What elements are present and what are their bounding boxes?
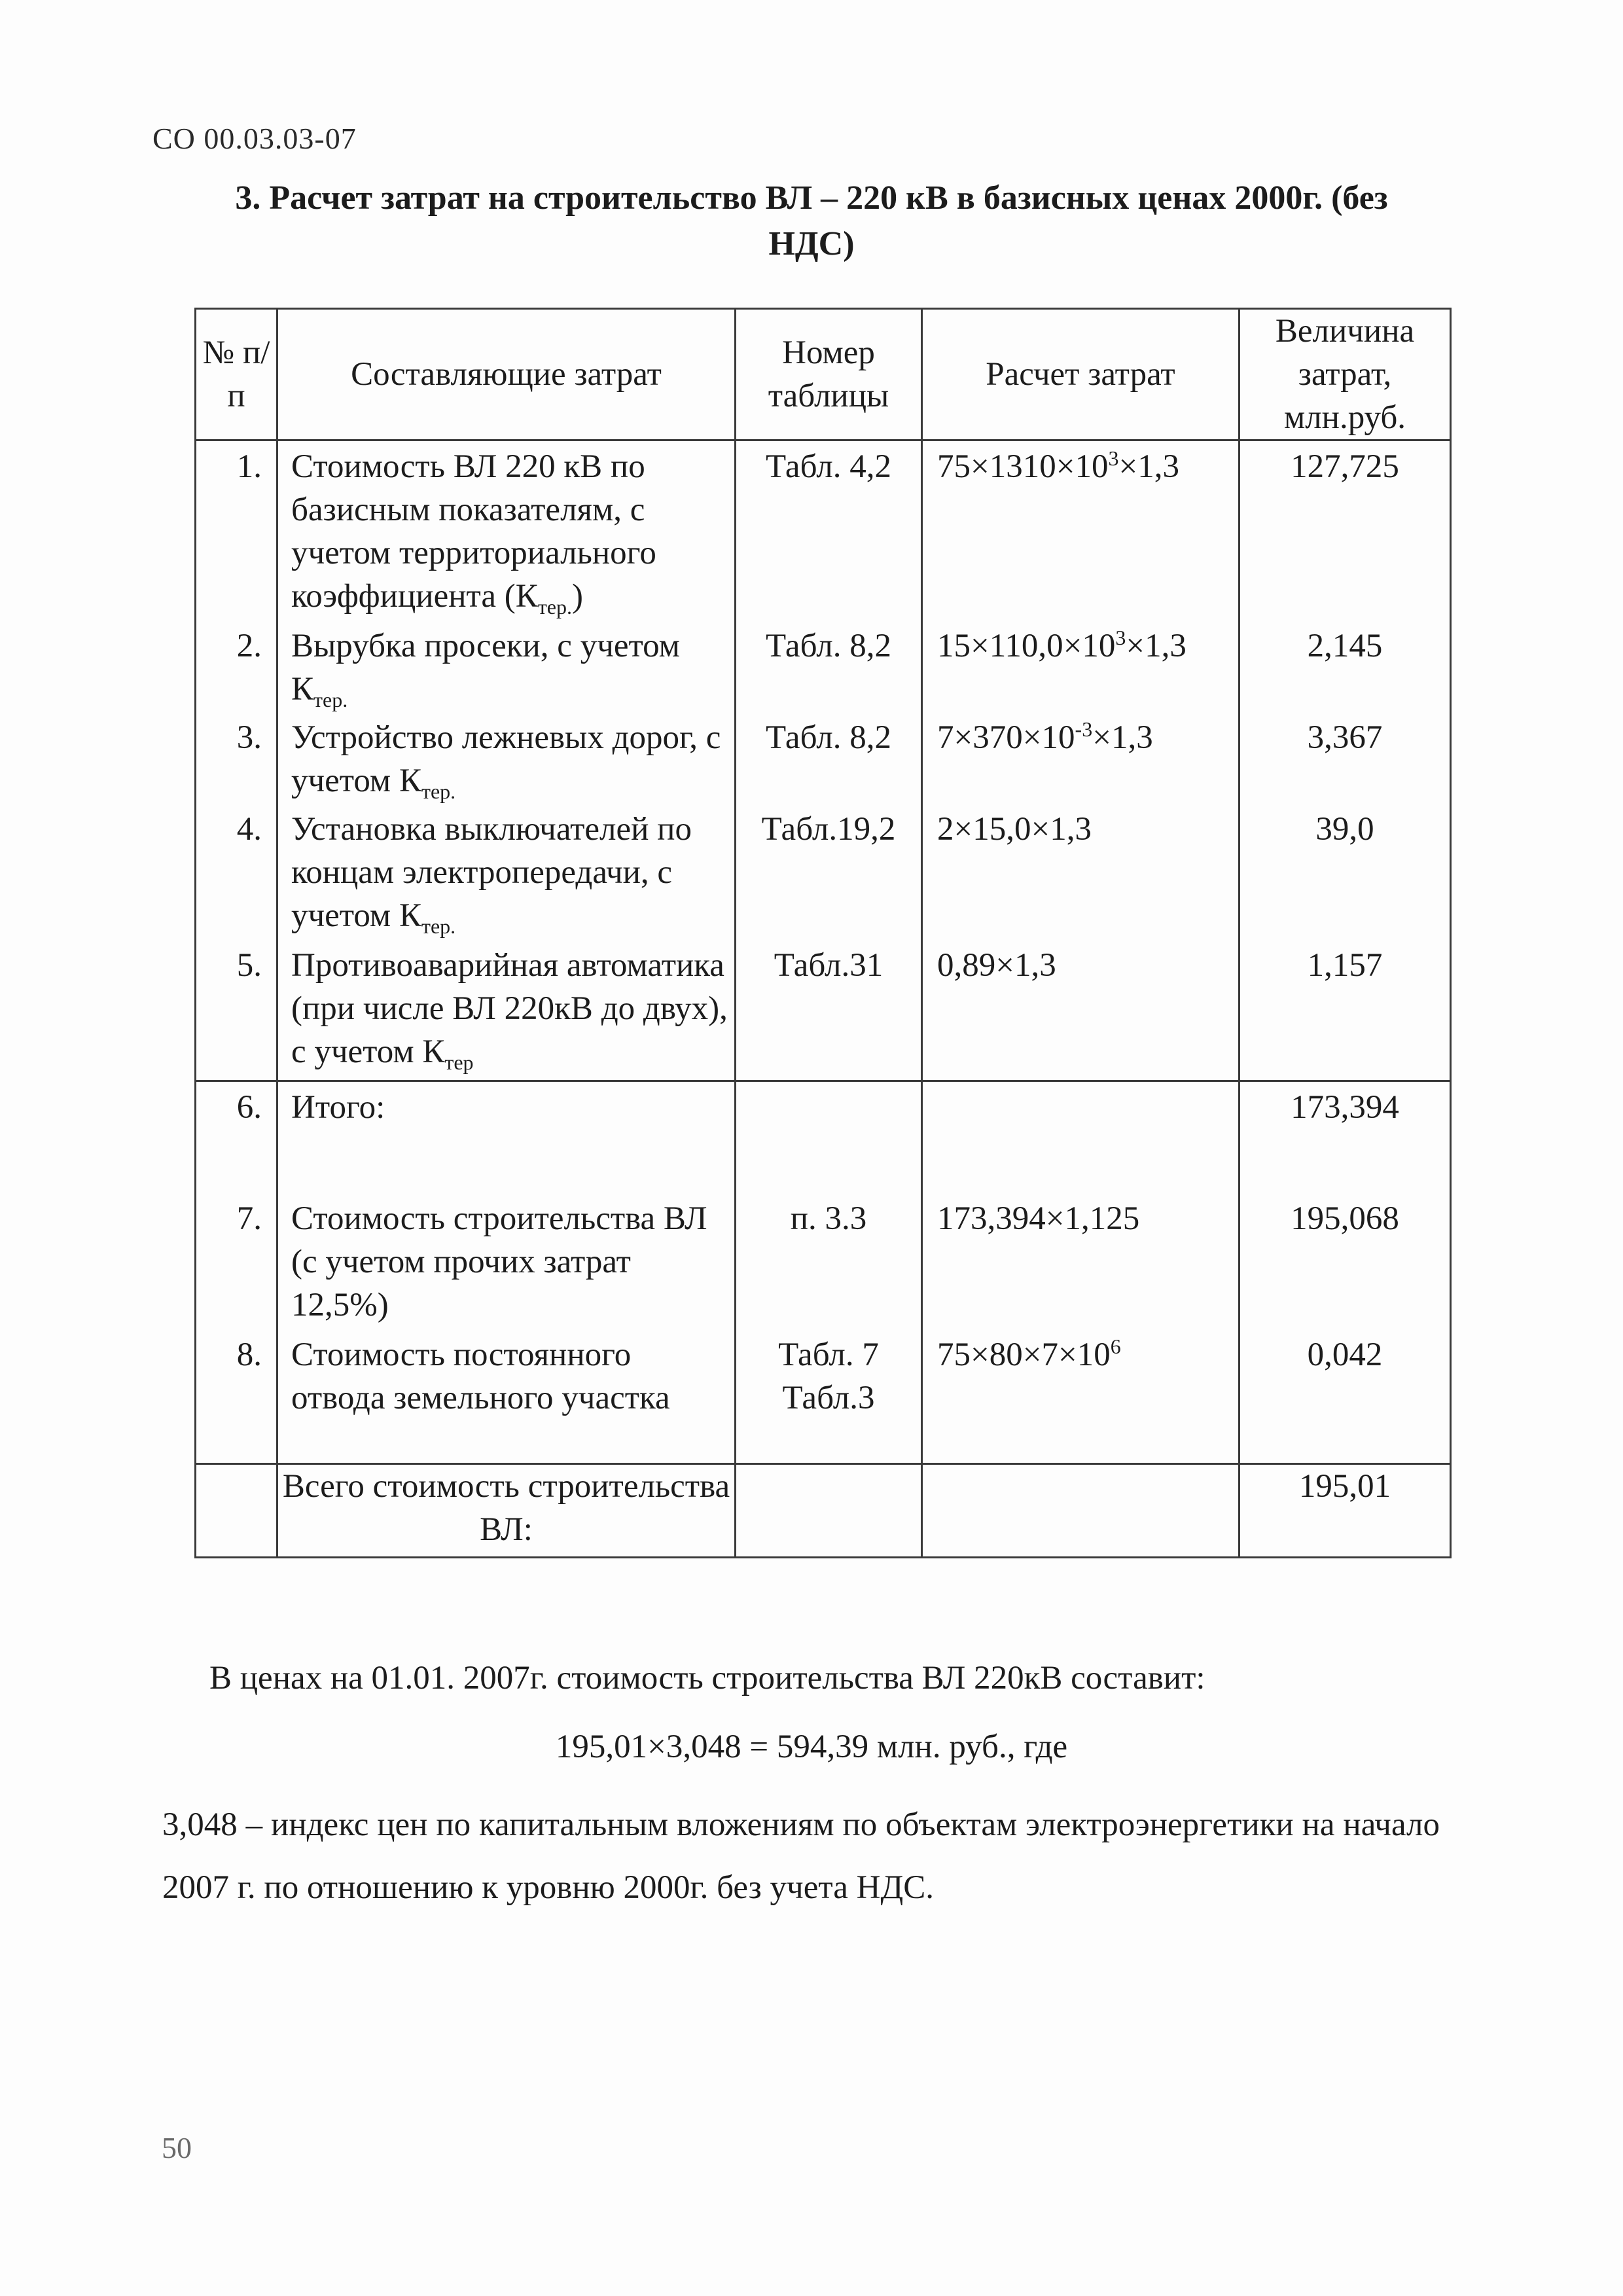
total-value: 195,01	[1240, 1464, 1451, 1558]
row-value: 195,068	[1240, 1155, 1451, 1327]
row-calculation	[922, 618, 1240, 711]
header-num: № п/п	[196, 309, 277, 440]
calc-base: 75×80×7×10	[937, 1336, 1111, 1373]
row-value: 39,0	[1240, 802, 1451, 937]
component-text: Противоаварийная автоматика (при числе ВЛ 220кВ до двух), с учетом К	[291, 947, 728, 1070]
calc-base: 2×15,0×1,3	[937, 811, 1092, 848]
calc-tail: ×1,3	[1092, 719, 1153, 756]
table-row	[196, 937, 1451, 1081]
calc-base: 0,89×1,3	[937, 947, 1056, 984]
coef-subscript: тер	[444, 1050, 474, 1075]
coef-subscript: тер.	[313, 688, 348, 712]
component-text: Итого:	[291, 1089, 385, 1126]
table-header-row	[196, 309, 1451, 440]
row-number: 7.	[196, 1155, 277, 1327]
row-table-ref: Табл. 7 Табл.3	[736, 1327, 922, 1464]
component-text: Стоимость постоянного отвода земельного участка	[291, 1336, 670, 1416]
section-title: 3. Расчет затрат на строительство ВЛ – 220 кВ в базисных ценах 2000г. (без НДС)	[235, 179, 1388, 262]
row-calculation	[922, 711, 1240, 802]
price-formula: 195,01×3,048 = 594,39 млн. руб., где	[555, 1729, 1068, 1765]
row-value: 3,367	[1240, 711, 1451, 802]
row-value: 127,725	[1240, 440, 1451, 619]
row-calculation	[922, 1327, 1240, 1464]
total-num-cell	[196, 1464, 277, 1558]
page-number: 50	[162, 2131, 192, 2164]
row-value: 0,042	[1240, 1327, 1451, 1464]
row-value: 173,394	[1240, 1081, 1451, 1156]
total-label: Всего стоимость строительства ВЛ:	[277, 1464, 736, 1558]
row-table-ref	[736, 1081, 922, 1156]
table-row	[196, 618, 1451, 711]
row-component	[277, 618, 736, 711]
row-value: 2,145	[1240, 618, 1451, 711]
calc-base: 7×370×10	[937, 719, 1075, 756]
component-text: Стоимость строительства ВЛ (с учетом прочих затрат 12,5%)	[291, 1200, 707, 1323]
component-text: Устройство лежневых дорог, с учетом К	[291, 719, 721, 799]
row-number: 2.	[196, 618, 277, 711]
component-text: Установка выключателей по концам электропередачи, с учетом К	[291, 811, 692, 934]
index-explanation: 3,048 – индекс цен по капитальным вложениям по объектам электроэнергетики на начало 2007 г. по отношению к уровню 2000г. без учета НДС.	[162, 1806, 1440, 1906]
row-calculation	[922, 1155, 1240, 1327]
row-component	[277, 1081, 736, 1156]
row-number: 3.	[196, 711, 277, 802]
row-component	[277, 440, 736, 619]
calc-exponent: 6	[1110, 1335, 1121, 1358]
row-calculation	[922, 440, 1240, 619]
price-paragraph: В ценах на 01.01. 2007г. стоимость строительства ВЛ 220кВ составит:	[209, 1660, 1205, 1696]
row-number: 1.	[196, 440, 277, 619]
row-table-ref: Табл.31	[736, 937, 922, 1081]
total-calc-cell	[922, 1464, 1240, 1558]
header-value: Величина затрат, млн.руб.	[1240, 309, 1451, 440]
coef-subscript: тер.	[421, 914, 456, 939]
table-row	[196, 711, 1451, 802]
table-row	[196, 802, 1451, 937]
coef-subscript: тер.	[421, 780, 456, 804]
header-component: Составляющие затрат	[277, 309, 736, 440]
row-table-ref: Табл. 8,2	[736, 618, 922, 711]
table-row	[196, 440, 1451, 619]
table-row	[196, 1081, 1451, 1156]
row-number: 4.	[196, 802, 277, 937]
calc-base: 173,394×1,125	[937, 1200, 1140, 1237]
row-component	[277, 711, 736, 802]
component-suffix: )	[572, 578, 583, 615]
calc-tail: ×1,3	[1118, 448, 1180, 485]
row-component	[277, 802, 736, 937]
row-number: 5.	[196, 937, 277, 1081]
component-text: Стоимость ВЛ 220 кВ по базисным показателям, с учетом территориального коэффициента (К	[291, 448, 656, 615]
row-table-ref: Табл. 4,2	[736, 440, 922, 619]
table-row	[196, 1155, 1451, 1327]
row-component	[277, 937, 736, 1081]
row-calculation	[922, 802, 1240, 937]
document-code: СО 00.03.03-07	[152, 122, 357, 155]
row-calculation	[922, 937, 1240, 1081]
calc-base: 15×110,0×10	[937, 628, 1116, 664]
component-text: Вырубка просеки, с учетом К	[291, 628, 680, 708]
row-calculation	[922, 1081, 1240, 1156]
header-calc: Расчет затрат	[922, 309, 1240, 440]
calc-base: 75×1310×10	[937, 448, 1109, 485]
table-row	[196, 1327, 1451, 1464]
row-component	[277, 1327, 736, 1464]
calc-exponent: -3	[1075, 717, 1093, 741]
row-component	[277, 1155, 736, 1327]
calc-tail: ×1,3	[1126, 628, 1186, 664]
header-table-no: Номер таблицы	[736, 309, 922, 440]
row-value: 1,157	[1240, 937, 1451, 1081]
calc-exponent: 3	[1115, 626, 1126, 649]
calc-exponent: 3	[1108, 446, 1119, 470]
total-table-cell	[736, 1464, 922, 1558]
coef-subscript: тер.	[537, 595, 572, 619]
row-number: 6.	[196, 1081, 277, 1156]
total-row	[196, 1464, 1451, 1558]
row-number: 8.	[196, 1327, 277, 1464]
row-table-ref: п. 3.3	[736, 1155, 922, 1327]
cost-table	[194, 308, 1452, 1558]
row-table-ref: Табл. 8,2	[736, 711, 922, 802]
row-table-ref: Табл.19,2	[736, 802, 922, 937]
